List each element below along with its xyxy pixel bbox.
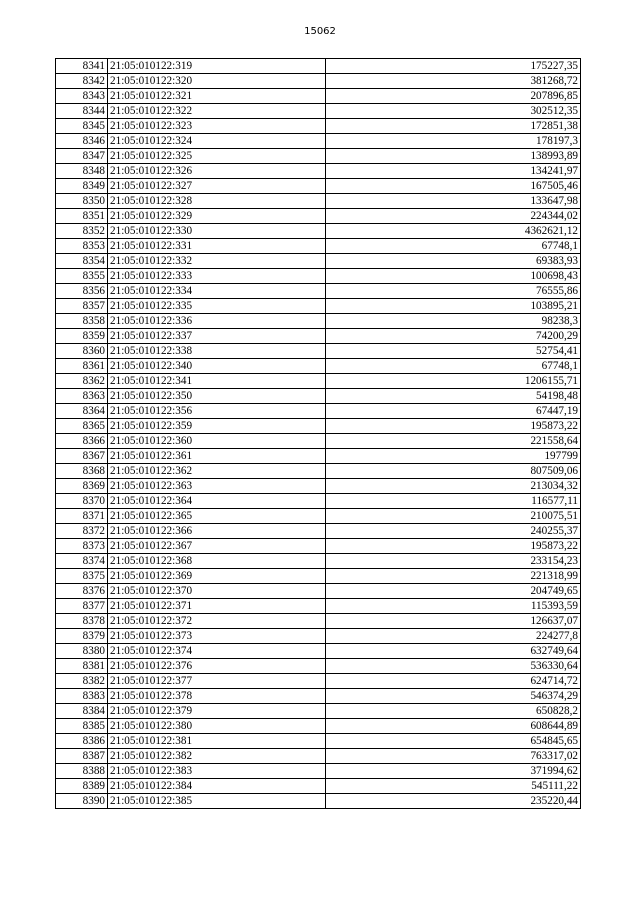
table-row xyxy=(56,674,581,689)
table-row xyxy=(56,794,581,809)
row-number-cell: 8352 xyxy=(56,224,108,239)
cadastral-number-cell: 21:05:010122:368 xyxy=(108,554,326,569)
table-row xyxy=(56,749,581,764)
table-row xyxy=(56,614,581,629)
row-number-cell: 8346 xyxy=(56,134,108,149)
value-cell: 204749,65 xyxy=(326,584,581,599)
table-row xyxy=(56,299,581,314)
table-row xyxy=(56,359,581,374)
value-cell: 178197,3 xyxy=(326,134,581,149)
row-number-cell: 8358 xyxy=(56,314,108,329)
page-number: 15062 xyxy=(304,26,336,37)
value-cell: 302512,35 xyxy=(326,104,581,119)
row-number-cell: 8367 xyxy=(56,449,108,464)
row-number-cell: 8388 xyxy=(56,764,108,779)
value-cell: 210075,51 xyxy=(326,509,581,524)
value-cell: 807509,06 xyxy=(326,464,581,479)
row-number-cell: 8389 xyxy=(56,779,108,794)
table-row xyxy=(56,779,581,794)
value-cell: 240255,37 xyxy=(326,524,581,539)
table-row xyxy=(56,194,581,209)
cadastral-number-cell: 21:05:010122:350 xyxy=(108,389,326,404)
cadastral-number-cell: 21:05:010122:364 xyxy=(108,494,326,509)
table-row xyxy=(56,719,581,734)
value-cell: 172851,38 xyxy=(326,119,581,134)
cadastral-number-cell: 21:05:010122:384 xyxy=(108,779,326,794)
cadastral-number-cell: 21:05:010122:340 xyxy=(108,359,326,374)
registry-table xyxy=(55,58,581,809)
value-cell: 381268,72 xyxy=(326,74,581,89)
table-row xyxy=(56,89,581,104)
cadastral-number-cell: 21:05:010122:377 xyxy=(108,674,326,689)
cadastral-number-cell: 21:05:010122:362 xyxy=(108,464,326,479)
value-cell: 235220,44 xyxy=(326,794,581,809)
row-number-cell: 8375 xyxy=(56,569,108,584)
value-cell: 67447,19 xyxy=(326,404,581,419)
cadastral-number-cell: 21:05:010122:326 xyxy=(108,164,326,179)
row-number-cell: 8381 xyxy=(56,659,108,674)
value-cell: 221318,99 xyxy=(326,569,581,584)
row-number-cell: 8343 xyxy=(56,89,108,104)
value-cell: 175227,35 xyxy=(326,59,581,74)
cadastral-number-cell: 21:05:010122:383 xyxy=(108,764,326,779)
row-number-cell: 8374 xyxy=(56,554,108,569)
cadastral-number-cell: 21:05:010122:323 xyxy=(108,119,326,134)
cadastral-number-cell: 21:05:010122:321 xyxy=(108,89,326,104)
value-cell: 233154,23 xyxy=(326,554,581,569)
cadastral-number-cell: 21:05:010122:356 xyxy=(108,404,326,419)
row-number-cell: 8369 xyxy=(56,479,108,494)
row-number-cell: 8363 xyxy=(56,389,108,404)
table-row xyxy=(56,554,581,569)
cadastral-number-cell: 21:05:010122:367 xyxy=(108,539,326,554)
row-number-cell: 8368 xyxy=(56,464,108,479)
table-row xyxy=(56,629,581,644)
row-number-cell: 8383 xyxy=(56,689,108,704)
table-row xyxy=(56,704,581,719)
table-row xyxy=(56,539,581,554)
value-cell: 763317,02 xyxy=(326,749,581,764)
cadastral-number-cell: 21:05:010122:324 xyxy=(108,134,326,149)
value-cell: 126637,07 xyxy=(326,614,581,629)
value-cell: 74200,29 xyxy=(326,329,581,344)
cadastral-number-cell: 21:05:010122:365 xyxy=(108,509,326,524)
value-cell: 69383,93 xyxy=(326,254,581,269)
row-number-cell: 8376 xyxy=(56,584,108,599)
cadastral-number-cell: 21:05:010122:322 xyxy=(108,104,326,119)
row-number-cell: 8386 xyxy=(56,734,108,749)
cadastral-number-cell: 21:05:010122:371 xyxy=(108,599,326,614)
table-row xyxy=(56,764,581,779)
row-number-cell: 8379 xyxy=(56,629,108,644)
table-row xyxy=(56,149,581,164)
row-number-cell: 8347 xyxy=(56,149,108,164)
value-cell: 546374,29 xyxy=(326,689,581,704)
cadastral-number-cell: 21:05:010122:373 xyxy=(108,629,326,644)
table-row xyxy=(56,509,581,524)
cadastral-number-cell: 21:05:010122:331 xyxy=(108,239,326,254)
table-row xyxy=(56,464,581,479)
value-cell: 197799 xyxy=(326,449,581,464)
cadastral-number-cell: 21:05:010122:378 xyxy=(108,689,326,704)
row-number-cell: 8360 xyxy=(56,344,108,359)
value-cell: 4362621,12 xyxy=(326,224,581,239)
cadastral-number-cell: 21:05:010122:379 xyxy=(108,704,326,719)
table-row xyxy=(56,254,581,269)
value-cell: 100698,43 xyxy=(326,269,581,284)
value-cell: 116577,11 xyxy=(326,494,581,509)
cadastral-number-cell: 21:05:010122:369 xyxy=(108,569,326,584)
row-number-cell: 8377 xyxy=(56,599,108,614)
table-body xyxy=(56,59,581,809)
cadastral-number-cell: 21:05:010122:335 xyxy=(108,299,326,314)
cadastral-number-cell: 21:05:010122:370 xyxy=(108,584,326,599)
table-row xyxy=(56,329,581,344)
value-cell: 54198,48 xyxy=(326,389,581,404)
row-number-cell: 8366 xyxy=(56,434,108,449)
cadastral-number-cell: 21:05:010122:336 xyxy=(108,314,326,329)
value-cell: 115393,59 xyxy=(326,599,581,614)
row-number-cell: 8342 xyxy=(56,74,108,89)
row-number-cell: 8341 xyxy=(56,59,108,74)
value-cell: 52754,41 xyxy=(326,344,581,359)
value-cell: 213034,32 xyxy=(326,479,581,494)
cadastral-number-cell: 21:05:010122:363 xyxy=(108,479,326,494)
value-cell: 221558,64 xyxy=(326,434,581,449)
cadastral-number-cell: 21:05:010122:380 xyxy=(108,719,326,734)
row-number-cell: 8361 xyxy=(56,359,108,374)
value-cell: 536330,64 xyxy=(326,659,581,674)
row-number-cell: 8353 xyxy=(56,239,108,254)
value-cell: 67748,1 xyxy=(326,359,581,374)
cadastral-number-cell: 21:05:010122:330 xyxy=(108,224,326,239)
row-number-cell: 8378 xyxy=(56,614,108,629)
row-number-cell: 8355 xyxy=(56,269,108,284)
row-number-cell: 8390 xyxy=(56,794,108,809)
row-number-cell: 8349 xyxy=(56,179,108,194)
table-row xyxy=(56,494,581,509)
row-number-cell: 8372 xyxy=(56,524,108,539)
cadastral-number-cell: 21:05:010122:372 xyxy=(108,614,326,629)
value-cell: 67748,1 xyxy=(326,239,581,254)
value-cell: 654845,65 xyxy=(326,734,581,749)
table-row xyxy=(56,179,581,194)
value-cell: 371994,62 xyxy=(326,764,581,779)
row-number-cell: 8362 xyxy=(56,374,108,389)
cadastral-number-cell: 21:05:010122:337 xyxy=(108,329,326,344)
cadastral-number-cell: 21:05:010122:338 xyxy=(108,344,326,359)
cadastral-number-cell: 21:05:010122:329 xyxy=(108,209,326,224)
value-cell: 632749,64 xyxy=(326,644,581,659)
cadastral-number-cell: 21:05:010122:360 xyxy=(108,434,326,449)
cadastral-number-cell: 21:05:010122:319 xyxy=(108,59,326,74)
row-number-cell: 8365 xyxy=(56,419,108,434)
row-number-cell: 8344 xyxy=(56,104,108,119)
table-row xyxy=(56,269,581,284)
cadastral-number-cell: 21:05:010122:332 xyxy=(108,254,326,269)
table-row xyxy=(56,74,581,89)
table-row xyxy=(56,239,581,254)
cadastral-number-cell: 21:05:010122:341 xyxy=(108,374,326,389)
value-cell: 138993,89 xyxy=(326,149,581,164)
cadastral-number-cell: 21:05:010122:333 xyxy=(108,269,326,284)
row-number-cell: 8370 xyxy=(56,494,108,509)
row-number-cell: 8345 xyxy=(56,119,108,134)
value-cell: 224344,02 xyxy=(326,209,581,224)
value-cell: 608644,89 xyxy=(326,719,581,734)
value-cell: 103895,21 xyxy=(326,299,581,314)
table-row xyxy=(56,644,581,659)
table-row xyxy=(56,164,581,179)
table-row xyxy=(56,689,581,704)
cadastral-number-cell: 21:05:010122:334 xyxy=(108,284,326,299)
value-cell: 98238,3 xyxy=(326,314,581,329)
table-row xyxy=(56,419,581,434)
table-row xyxy=(56,209,581,224)
row-number-cell: 8364 xyxy=(56,404,108,419)
table-row xyxy=(56,59,581,74)
table-row xyxy=(56,344,581,359)
cadastral-number-cell: 21:05:010122:382 xyxy=(108,749,326,764)
table-row xyxy=(56,449,581,464)
cadastral-number-cell: 21:05:010122:320 xyxy=(108,74,326,89)
cadastral-number-cell: 21:05:010122:376 xyxy=(108,659,326,674)
row-number-cell: 8354 xyxy=(56,254,108,269)
table-row xyxy=(56,389,581,404)
cadastral-number-cell: 21:05:010122:361 xyxy=(108,449,326,464)
table-row xyxy=(56,524,581,539)
table-row xyxy=(56,584,581,599)
row-number-cell: 8359 xyxy=(56,329,108,344)
value-cell: 195873,22 xyxy=(326,419,581,434)
cadastral-number-cell: 21:05:010122:366 xyxy=(108,524,326,539)
table-row xyxy=(56,569,581,584)
value-cell: 624714,72 xyxy=(326,674,581,689)
value-cell: 195873,22 xyxy=(326,539,581,554)
table-row xyxy=(56,104,581,119)
value-cell: 1206155,71 xyxy=(326,374,581,389)
value-cell: 545111,22 xyxy=(326,779,581,794)
cadastral-number-cell: 21:05:010122:328 xyxy=(108,194,326,209)
value-cell: 76555,86 xyxy=(326,284,581,299)
cadastral-number-cell: 21:05:010122:381 xyxy=(108,734,326,749)
table-row xyxy=(56,134,581,149)
table-row xyxy=(56,224,581,239)
row-number-cell: 8350 xyxy=(56,194,108,209)
table-row xyxy=(56,404,581,419)
table-row xyxy=(56,374,581,389)
row-number-cell: 8385 xyxy=(56,719,108,734)
value-cell: 167505,46 xyxy=(326,179,581,194)
cadastral-number-cell: 21:05:010122:327 xyxy=(108,179,326,194)
table-row xyxy=(56,314,581,329)
row-number-cell: 8356 xyxy=(56,284,108,299)
cadastral-number-cell: 21:05:010122:385 xyxy=(108,794,326,809)
row-number-cell: 8373 xyxy=(56,539,108,554)
table-row xyxy=(56,434,581,449)
table-row xyxy=(56,479,581,494)
table-row xyxy=(56,599,581,614)
row-number-cell: 8351 xyxy=(56,209,108,224)
value-cell: 133647,98 xyxy=(326,194,581,209)
value-cell: 224277,8 xyxy=(326,629,581,644)
row-number-cell: 8384 xyxy=(56,704,108,719)
value-cell: 650828,2 xyxy=(326,704,581,719)
table-row xyxy=(56,659,581,674)
row-number-cell: 8371 xyxy=(56,509,108,524)
value-cell: 207896,85 xyxy=(326,89,581,104)
row-number-cell: 8357 xyxy=(56,299,108,314)
cadastral-number-cell: 21:05:010122:325 xyxy=(108,149,326,164)
table-row xyxy=(56,734,581,749)
cadastral-number-cell: 21:05:010122:374 xyxy=(108,644,326,659)
value-cell: 134241,97 xyxy=(326,164,581,179)
table-row xyxy=(56,284,581,299)
cadastral-number-cell: 21:05:010122:359 xyxy=(108,419,326,434)
row-number-cell: 8380 xyxy=(56,644,108,659)
row-number-cell: 8387 xyxy=(56,749,108,764)
row-number-cell: 8348 xyxy=(56,164,108,179)
row-number-cell: 8382 xyxy=(56,674,108,689)
table-row xyxy=(56,119,581,134)
